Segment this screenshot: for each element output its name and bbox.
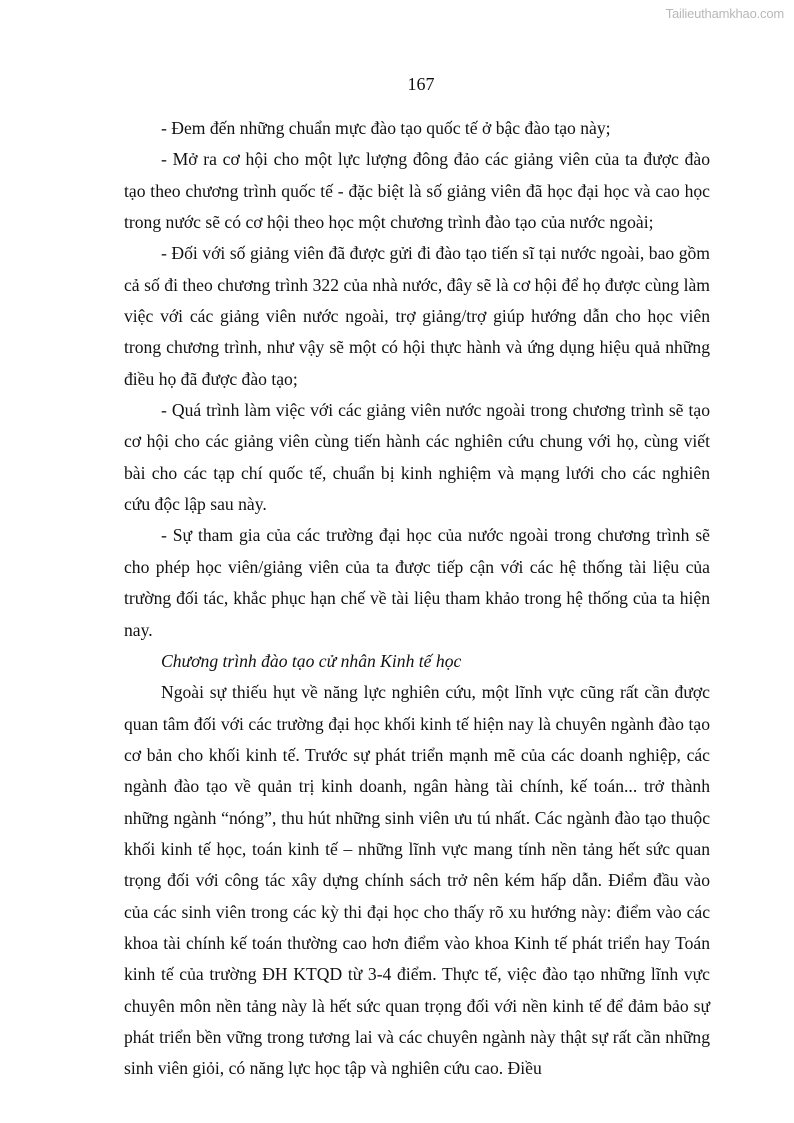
bullet-paragraph: - Quá trình làm việc với các giảng viên nước ngoài trong chương trình sẽ tạo cơ hội cho các giảng viên cùng tiến hành các nghiên cứu chung với họ, cùng viết bài cho các tạp chí quốc tế, chuẩn bị kinh nghiệm và mạng lưới cho các nghiên cứu độc lập sau này. <box>124 400 710 515</box>
bullet-paragraph: - Đem đến những chuẩn mực đào tạo quốc tế ở bậc đào tạo này; <box>161 118 611 138</box>
body-paragraph: Ngoài sự thiếu hụt về năng lực nghiên cứu, một lĩnh vực cũng rất cần được quan tâm đối với các trường đại học khối kinh tế hiện nay là chuyên ngành đào tạo cơ bản cho khối kinh tế. Trước sự phát triển mạnh mẽ của các doanh nghiệp, các ngành đào tạo về quản trị kinh doanh, ngân hàng tài chính, kế toán... trở thành những ngành “nóng”, thu hút những sinh viên ưu tú nhất. Các ngành đào tạo thuộc khối kinh tế học, toán kinh tế – những lĩnh vực mang tính nền tảng hết sức quan trọng đối với công tác xây dựng chính sách trở nên kém hấp dẫn. Điểm đầu vào của các sinh viên trong các kỳ thi đại học cho thấy rõ xu hướng này: điểm vào các khoa tài chính kế toán thường cao hơn điểm vào khoa Kinh tế phát triển hay Toán kinh tế của trường ĐH KTQD từ 3-4 điểm. Thực tế, việc đào tạo những lĩnh vực chuyên môn nền tảng này là hết sức quan trọng đối với nền kinh tế để đảm bảo sự phát triển bền vững trong tương lai và các chuyên ngành này thật sự rất cần những sinh viên giỏi, có năng lực học tập và nghiên cứu cao. Điều <box>124 682 710 1079</box>
bullet-paragraph: - Sự tham gia của các trường đại học của nước ngoài trong chương trình sẽ cho phép học viên/giảng viên của ta được tiếp cận với các hệ thống tài liệu của trường đối tác, khắc phục hạn chế về tài liệu tham khảo trong hệ thống của ta hiện nay. <box>124 525 710 640</box>
bullet-paragraph: - Đối với số giảng viên đã được gửi đi đào tạo tiến sĩ tại nước ngoài, bao gồm cả số đi theo chương trình 322 của nhà nước, đây sẽ là cơ hội để họ được cùng làm việc với các giảng viên nước ngoài, trợ giảng/trợ giúp hướng dẫn cho học viên trong chương trình, như vậy sẽ một có hội thực hành và ứng dụng hiệu quả những điều họ đã được đào tạo; <box>124 243 710 389</box>
page-number: 167 <box>407 74 435 94</box>
section-heading: Chương trình đào tạo cử nhân Kinh tế học <box>161 650 462 671</box>
document-body <box>124 113 710 1085</box>
bullet-paragraph: - Mở ra cơ hội cho một lực lượng đông đảo các giảng viên của ta được đào tạo theo chương trình quốc tế - đặc biệt là số giảng viên đã học đại học và cao học trong nước sẽ có cơ hội theo học một chương trình đào tạo của nước ngoài; <box>124 149 710 233</box>
watermark: Tailieuthamkhao.com <box>665 6 784 21</box>
